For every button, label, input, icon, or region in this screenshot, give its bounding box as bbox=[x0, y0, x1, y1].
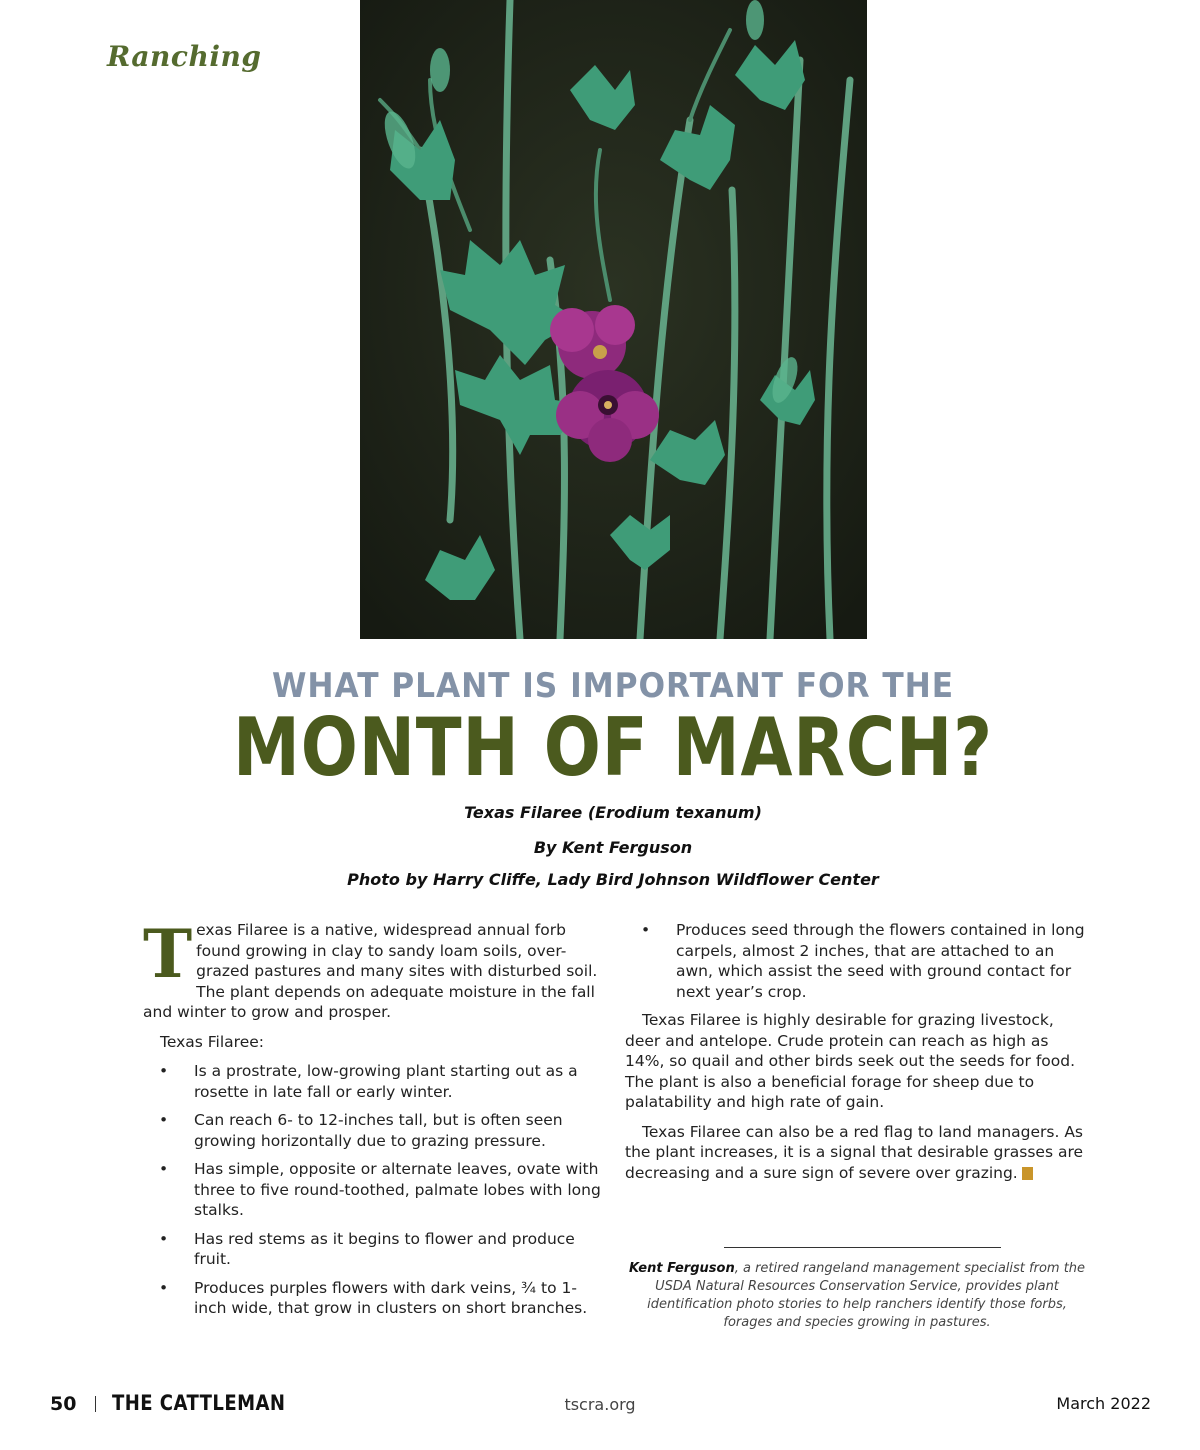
trait-list bbox=[143, 1061, 601, 1319]
article-column-right bbox=[625, 920, 1085, 1192]
list-item: • Has simple, opposite or alternate leaves, ovate with three to five round-toothed, palmate lobes with long stalks. bbox=[143, 1159, 601, 1221]
drop-cap: T bbox=[143, 915, 193, 993]
list-item: • Is a prostrate, low-growing plant starting out as a rosette in late fall or early winter. bbox=[143, 1061, 601, 1102]
footer-url: tscra.org bbox=[564, 1395, 636, 1414]
photo-credit: Photo by Harry Cliffe, Lady Bird Johnson Wildflower Center bbox=[347, 870, 879, 889]
cattleman-end-mark-icon: T bbox=[1022, 1167, 1033, 1180]
magazine-name: THE CATTLEMAN bbox=[112, 1391, 286, 1415]
article-subtitle: Texas Filaree (Erodium texanum) bbox=[464, 803, 762, 822]
grazing-paragraph: Texas Filaree is highly desirable for grazing livestock, deer and antelope. Crude protein can reach as high as 14%, so quail and other birds seek out the seeds for food. The plant is also a beneficial forage for sheep due to palatability and high rate of gain. bbox=[625, 1011, 1076, 1111]
intro-text: exas Filaree is a native, widespread annual forb found growing in clay to sandy loam soils, over-grazed pastures and many sites with disturbed soil. The plant depends on adequate moisture in the fall and winter to grow and prosper. bbox=[143, 921, 598, 1021]
flower-photo bbox=[360, 0, 867, 639]
intro-paragraph bbox=[143, 915, 601, 1023]
list-item: • Produces purples flowers with dark veins, ¾ to 1-inch wide, that grow in clusters on short branches. bbox=[143, 1278, 601, 1319]
list-item: • Has red stems as it begins to flower and produce fruit. bbox=[143, 1229, 601, 1270]
author-bio bbox=[627, 1260, 1087, 1332]
section-tag: Ranching bbox=[107, 40, 262, 73]
bio-divider bbox=[724, 1247, 1001, 1248]
red-flag-text: Texas Filaree can also be a red flag to land managers. As the plant increases, it is a signal that desirable grasses are decreasing and a sure sign of severe over grazing. bbox=[625, 1122, 1084, 1182]
list-item: • Produces seed through the flowers contained in long carpels, almost 2 inches, that are attached to an awn, which assist the seed with ground contact for next year’s crop. bbox=[625, 920, 1085, 1002]
article-headline: MONTH OF MARCH? bbox=[233, 701, 993, 794]
list-intro: Texas Filaree: bbox=[160, 1032, 264, 1051]
page-number: 50 bbox=[50, 1393, 77, 1415]
article-column-left bbox=[143, 915, 601, 1327]
list-item: • Can reach 6- to 12-inches tall, but is often seen growing horizontally due to grazing pressure. bbox=[143, 1110, 601, 1151]
bio-author-name: Kent Ferguson bbox=[628, 1261, 735, 1276]
issue-date: March 2022 bbox=[1056, 1394, 1151, 1413]
bio-text: , a retired rangeland management specialist from the USDA Natural Resources Conservation Service, provides plant identification photo stories to help ranchers identify those forbs, forages and species growing in pastures. bbox=[647, 1261, 1086, 1330]
trait-list-continued bbox=[625, 920, 1085, 1002]
article-kicker: WHAT PLANT IS IMPORTANT FOR THE bbox=[271, 666, 955, 706]
red-flag-paragraph bbox=[625, 1122, 1085, 1184]
article-byline: By Kent Ferguson bbox=[533, 838, 693, 857]
